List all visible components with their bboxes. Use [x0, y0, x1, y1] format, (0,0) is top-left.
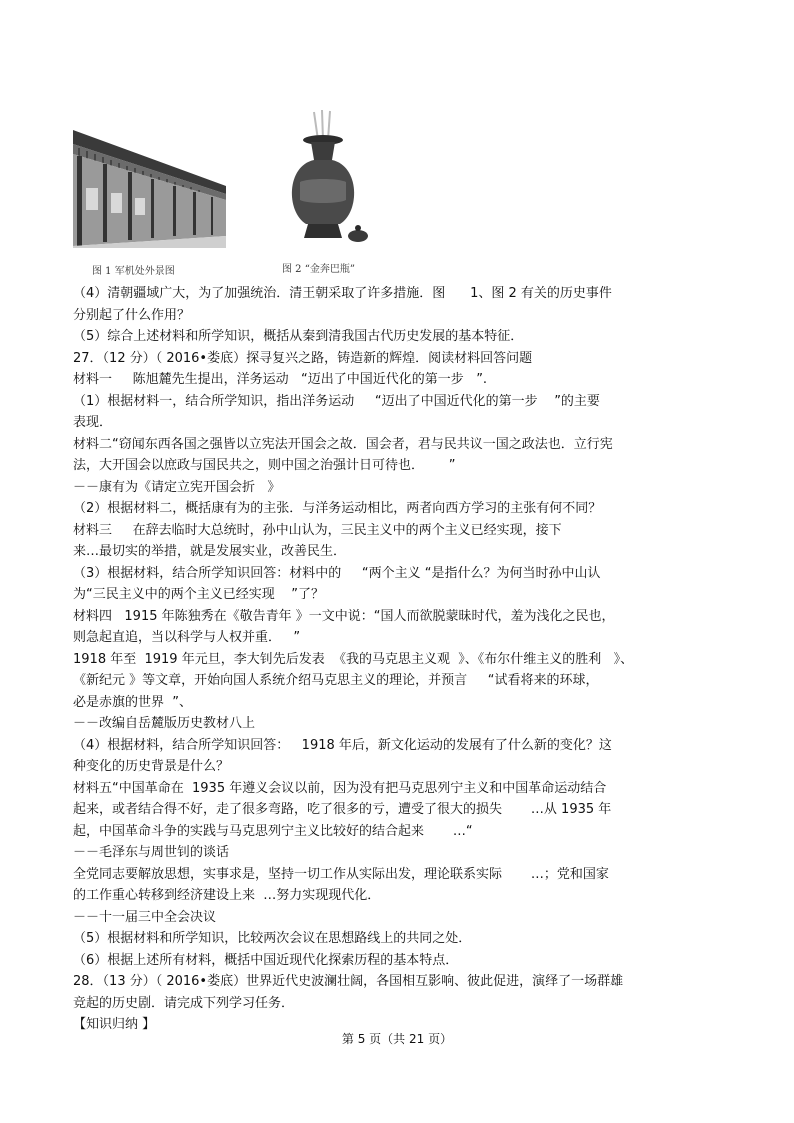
text-line: －－十一届三中全会决议 — [73, 909, 217, 925]
text-line: 材料二“窃闻东西各国之强皆以立宪法开国会之故．国会者，君与民共议一国之政法也．立行宪 — [73, 436, 613, 452]
text-line: 全党同志要解放思想，实事求是，坚持一切工作从实际出发，理论联系实际 …；党和国家 — [73, 866, 609, 882]
junjichu-photo — [73, 128, 226, 248]
text-line: －－改编自岳麓版历史教材八上 — [73, 716, 256, 731]
text-line: 法，大开国会以庶政与国民共之，则中国之治强计日可待也． ” — [73, 458, 456, 473]
text-line: －－康有为《请定立宪开国会折 》 — [73, 479, 281, 495]
section-heading: 【知识归纳 】 — [73, 1017, 156, 1032]
text-line: 表现． — [73, 415, 113, 430]
text-line: 为“三民主义中的两个主义已经实现 ”了？ — [73, 587, 324, 602]
figure-1-caption: 图 1 军机处外景图 — [92, 266, 175, 277]
text-line: 的工作重心转移到经济建设上来 …努力实现现代化． — [73, 888, 381, 903]
question-27-heading: 27．（12 分）（ 2016•娄底）探寻复兴之路，铸造新的辉煌．阅读材料回答问题 — [73, 350, 533, 366]
text-line: （5）综合上述材料和所学知识，概括从秦到清我国古代历史发展的基本特征． — [73, 329, 524, 344]
text-line: 材料三 在辞去临时大总统时，孙中山认为，三民主义中的两个主义已经实现，接下 — [73, 522, 562, 538]
text-line: 种变化的历史背景是什么？ — [73, 759, 230, 774]
question-28-heading: 28．（13 分）（ 2016•娄底）世界近代史波澜壮阔，各国相互影响、彼此促进，演绎了一场群雄 — [73, 974, 624, 989]
text-line: 起，中国革命斗争的实践与马克思列宁主义比较好的结合起来 …“ — [73, 823, 473, 839]
text-line: （1）根据材料一，结合所学知识，指出洋务运动 “迈出了中国近代化的第一步 ”的主要 — [73, 393, 600, 409]
text-line: （5）根据材料和所学知识，比较两次会议在思想路线上的共同之处． — [73, 931, 472, 946]
text-line: 分别起了什么作用？ — [73, 307, 191, 323]
text-line: 材料一 陈旭麓先生提出，洋务运动 “迈出了中国近代化的第一步 ”. — [73, 372, 488, 387]
text-line: （4）清朝疆域广大，为了加强统治．清王朝采取了许多措施．图 1、图 2 有关的历史事件 — [73, 286, 612, 301]
page-footer: 第 5 页（共 21 页） — [341, 1032, 453, 1046]
text-line: （2）根据材料二，概括康有为的主张．与洋务运动相比，两者向西方学习的主张有何不同？ — [73, 501, 602, 516]
text-line: 1918 年至 1919 年元旦，李大钊先后发表 《我的马克思主义观 》、《布尔什维主义的胜利 》、 — [73, 651, 634, 667]
text-line: 起来，或者结合得不好，走了很多弯路，吃了很多的亏，遭受了很大的损失 …从 1935 年 — [73, 802, 612, 817]
text-line: 材料五“中国革命在 1935 年遵义会议以前，因为没有把马克思列宁主义和中国革命运动结合 — [73, 780, 607, 796]
document-body — [73, 283, 733, 1036]
text-line: －－毛泽东与周世钊的谈话 — [73, 845, 230, 860]
text-line: 必是赤旗的世界 ”、 — [73, 694, 192, 710]
text-line: 《新纪元 》等文章，开始向国人系统介绍马克思主义的理论，并预言 “试看将来的环球， — [73, 673, 599, 688]
text-line: 竞起的历史剧．请完成下列学习任务． — [73, 995, 295, 1011]
text-line: （6）根据上述所有材料，概括中国近现代化探索历程的基本特点． — [73, 952, 459, 968]
text-line: 则急起直追，当以科学与人权并重． ” — [73, 630, 301, 645]
text-line: 材料四 1915 年陈独秀在《敬告青年 》一文中说：“国人而欲脱蒙昧时代，羞为浅化之民也， — [73, 608, 615, 624]
text-line: （3）根据材料，结合所学知识回答：材料中的 “两个主义 “是指什么？为何当时孙中山认 — [73, 565, 601, 581]
figure-2-caption: 图 2 “金奔巴瓶” — [282, 264, 355, 275]
text-line: 来…最切实的举措，就是发展实业，改善民生． — [73, 544, 347, 559]
text-line: （4）根据材料，结合所学知识回答： 1918 年后，新文化运动的发展有了什么新的变化？这 — [73, 737, 612, 753]
golden-urn-photo — [278, 108, 378, 248]
